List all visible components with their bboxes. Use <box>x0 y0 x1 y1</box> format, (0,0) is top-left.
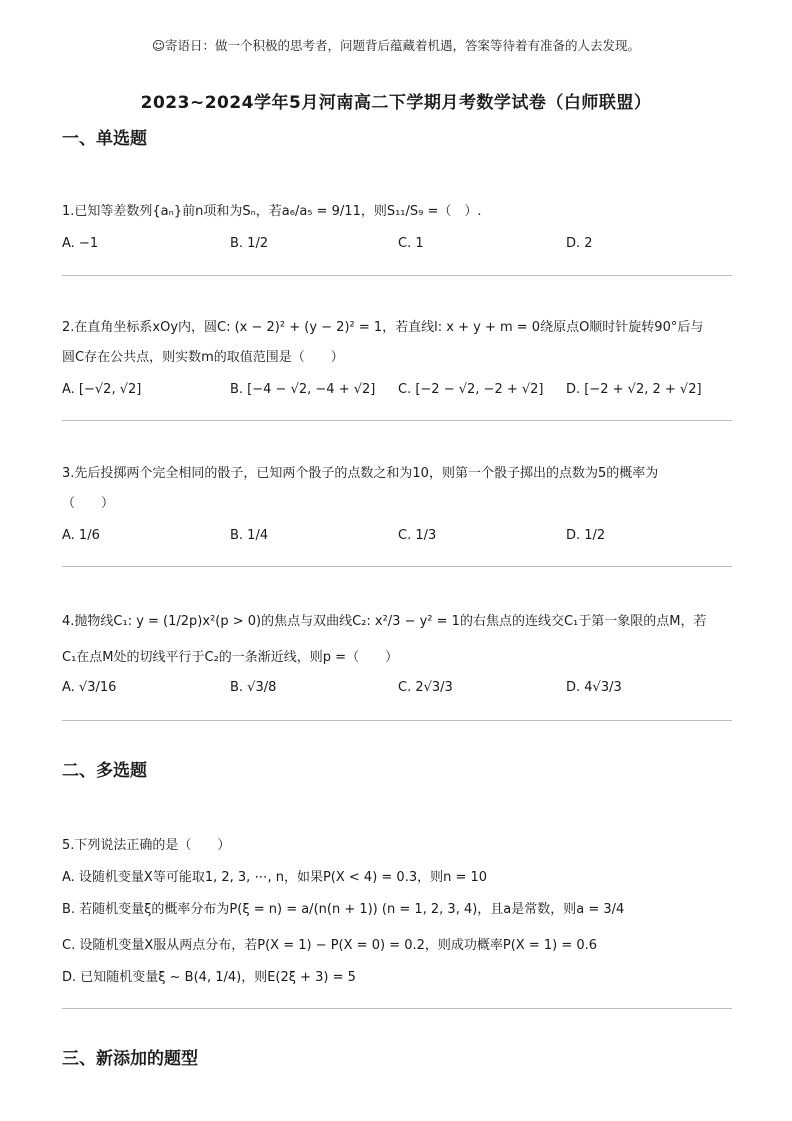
page-title: 2023~2024学年5月河南高二下学期月考数学试卷（白师联盟） <box>140 93 652 113</box>
divider <box>62 1008 732 1009</box>
question-1-stem: 1.已知等差数列{aₙ}前n项和为Sₙ，若a₆/a₅ = 9/11，则S₁₁/S₉ =（ ）. <box>62 204 482 219</box>
section-title-single-choice: 一、单选题 <box>62 129 147 149</box>
question-2-stem-line-1: 2.在直角坐标系xOy内，圆C: (x − 2)² + (y − 2)² = 1，若直线l: x + y + m = 0绕原点O顺时针旋转90°后与 <box>62 320 704 335</box>
option-d: D. [−2 + √2, 2 + √2] <box>566 381 702 397</box>
option-b: B. 1/4 <box>230 527 269 543</box>
question-1-options <box>62 228 742 258</box>
question-3-stem-line-1: 3.先后投掷两个完全相同的骰子，已知两个骰子的点数之和为10，则第一个骰子掷出的点数为5的概率为 <box>62 466 659 481</box>
option-b: B. [−4 − √2, −4 + √2] <box>230 381 376 397</box>
option-d: D. 4√3/3 <box>566 679 622 695</box>
question-5-option-a: A. 设随机变量X等可能取1, 2, 3, ⋯, n，如果P(X < 4) = 0.3，则n = 10 <box>62 870 488 885</box>
option-c: C. 2√3/3 <box>398 679 453 695</box>
question-3-stem-line-2: （ ） <box>62 496 115 511</box>
question-2-stem-line-2: 圆C存在公共点，则实数m的取值范围是（ ） <box>62 350 344 365</box>
section-title-new-question-types: 三、新添加的题型 <box>62 1049 198 1069</box>
question-5-option-d: D. 已知随机变量ξ ~ B(4, 1/4)，则E(2ξ + 3) = 5 <box>62 970 356 985</box>
question-5-option-b: B. 若随机变量ξ的概率分布为P(ξ = n) = a/(n(n + 1)) (n = 1, 2, 3, 4)，且a是常数，则a = 3/4 <box>62 902 625 917</box>
divider <box>62 420 732 421</box>
option-c: C. 1 <box>398 235 424 251</box>
option-a: A. 1/6 <box>62 527 100 543</box>
option-c: C. 1/3 <box>398 527 437 543</box>
option-d: D. 2 <box>566 235 593 251</box>
divider <box>62 720 732 721</box>
option-a: A. √3/16 <box>62 679 117 695</box>
option-c: C. [−2 − √2, −2 + √2] <box>398 381 544 397</box>
option-a: A. [−√2, √2] <box>62 381 142 397</box>
question-4-stem-line-1: 4.抛物线C₁: y = (1/2p)x²(p > 0)的焦点与双曲线C₂: x²/3 − y² = 1的右焦点的连线交C₁于第一象限的点M，若 <box>62 614 707 629</box>
divider <box>62 566 732 567</box>
question-4-stem-line-2: C₁在点M处的切线平行于C₂的一条渐近线，则p =（ ） <box>62 650 399 665</box>
question-2-options <box>62 374 742 404</box>
divider <box>62 275 732 276</box>
option-b: B. √3/8 <box>230 679 277 695</box>
question-4-options <box>62 672 742 702</box>
question-3-options <box>62 520 742 550</box>
question-5-option-c: C. 设随机变量X服从两点分布，若P(X = 1) − P(X = 0) = 0.2，则成功概率P(X = 1) = 0.6 <box>62 938 598 953</box>
option-b: B. 1/2 <box>230 235 269 251</box>
motto-header: ☺寄语日：做一个积极的思考者，问题背后蕴藏着机遇，答案等待着有准备的人去发现。 <box>151 38 641 53</box>
question-5-stem: 5.下列说法正确的是（ ） <box>62 838 231 853</box>
option-a: A. −1 <box>62 235 99 251</box>
option-d: D. 1/2 <box>566 527 606 543</box>
section-title-multiple-choice: 二、多选题 <box>62 761 147 781</box>
